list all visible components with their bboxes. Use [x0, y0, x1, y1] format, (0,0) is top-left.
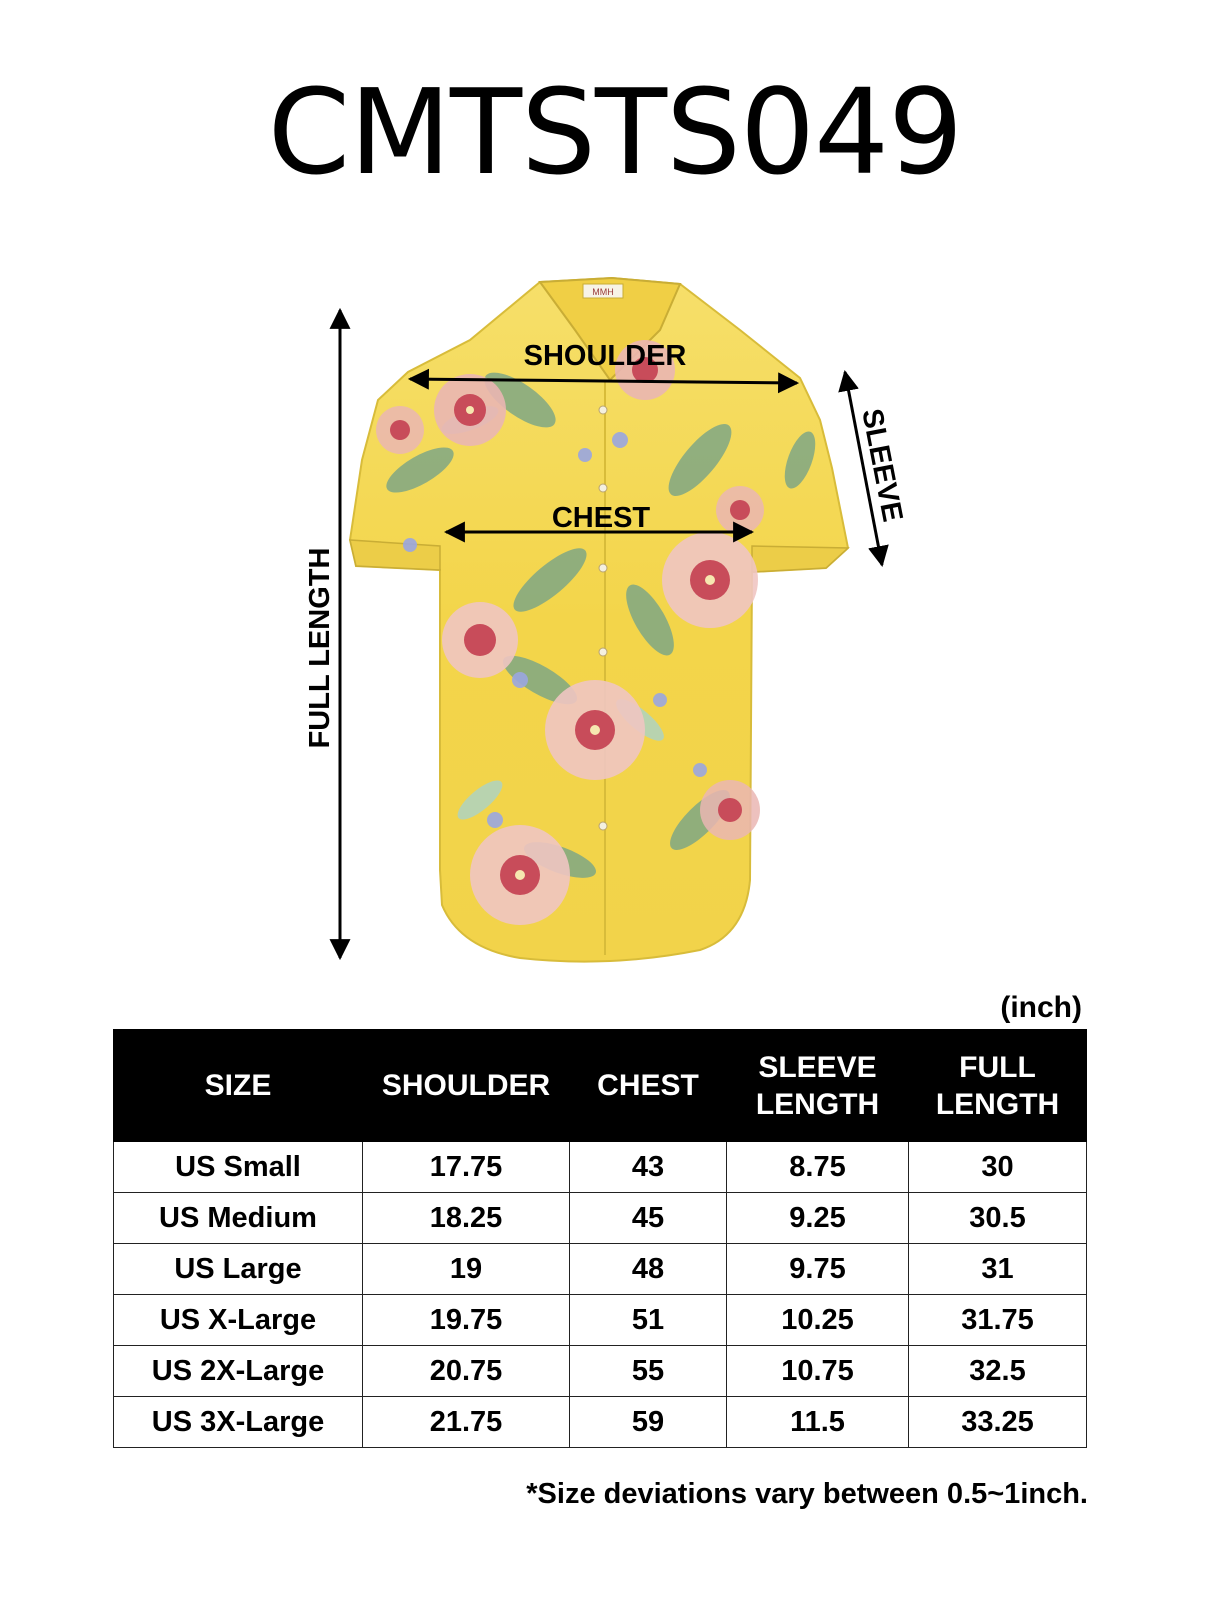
- size-deviation-note: *Size deviations vary between 0.5~1inch.: [526, 1478, 1088, 1510]
- size-cell: US 3X-Large: [114, 1397, 363, 1448]
- full-length-cell: 32.5: [909, 1346, 1087, 1397]
- unit-label: (inch): [1000, 991, 1082, 1024]
- table-row: [114, 1295, 1087, 1346]
- table-row: [114, 1193, 1087, 1244]
- shoulder-cell: 19: [363, 1244, 570, 1295]
- size-cell: US Medium: [114, 1193, 363, 1244]
- sleeve-length-cell: 10.25: [727, 1295, 909, 1346]
- chest-cell: 45: [570, 1193, 727, 1244]
- shoulder-cell: 20.75: [363, 1346, 570, 1397]
- full-length-label: FULL LENGTH: [304, 547, 336, 749]
- chest-cell: 59: [570, 1397, 727, 1448]
- sleeve-label: SLEEVE: [855, 406, 909, 525]
- product-code-title: CMTSTS049: [267, 63, 963, 201]
- header-shoulder: SHOULDER: [363, 1030, 570, 1142]
- shoulder-cell: 17.75: [363, 1142, 570, 1193]
- chest-cell: 55: [570, 1346, 727, 1397]
- table-row: [114, 1244, 1087, 1295]
- size-cell: US X-Large: [114, 1295, 363, 1346]
- chest-cell: 43: [570, 1142, 727, 1193]
- full-length-cell: 33.25: [909, 1397, 1087, 1448]
- table-row: [114, 1397, 1087, 1448]
- sleeve-length-cell: 11.5: [727, 1397, 909, 1448]
- shoulder-label: SHOULDER: [523, 340, 687, 372]
- header-sleeve-length: SLEEVE LENGTH: [727, 1030, 909, 1142]
- sleeve-length-cell: 9.25: [727, 1193, 909, 1244]
- sleeve-length-cell: 9.75: [727, 1244, 909, 1295]
- table-row: [114, 1346, 1087, 1397]
- table-header-row: [114, 1030, 1087, 1142]
- sleeve-length-cell: 10.75: [727, 1346, 909, 1397]
- full-length-cell: 31.75: [909, 1295, 1087, 1346]
- size-cell: US 2X-Large: [114, 1346, 363, 1397]
- chest-cell: 51: [570, 1295, 727, 1346]
- brand-tag: MMH: [592, 287, 614, 297]
- shoulder-cell: 18.25: [363, 1193, 570, 1244]
- shoulder-cell: 19.75: [363, 1295, 570, 1346]
- full-length-cell: 30.5: [909, 1193, 1087, 1244]
- size-cell: US Small: [114, 1142, 363, 1193]
- sleeve-length-cell: 8.75: [727, 1142, 909, 1193]
- header-size: SIZE: [114, 1030, 363, 1142]
- full-length-cell: 30: [909, 1142, 1087, 1193]
- chest-label: CHEST: [551, 502, 651, 534]
- full-length-cell: 31: [909, 1244, 1087, 1295]
- size-cell: US Large: [114, 1244, 363, 1295]
- size-chart-table: [113, 1029, 1087, 1448]
- chest-cell: 48: [570, 1244, 727, 1295]
- header-full-length: FULL LENGTH: [909, 1030, 1087, 1142]
- shoulder-cell: 21.75: [363, 1397, 570, 1448]
- table-row: [114, 1142, 1087, 1193]
- header-chest: CHEST: [570, 1030, 727, 1142]
